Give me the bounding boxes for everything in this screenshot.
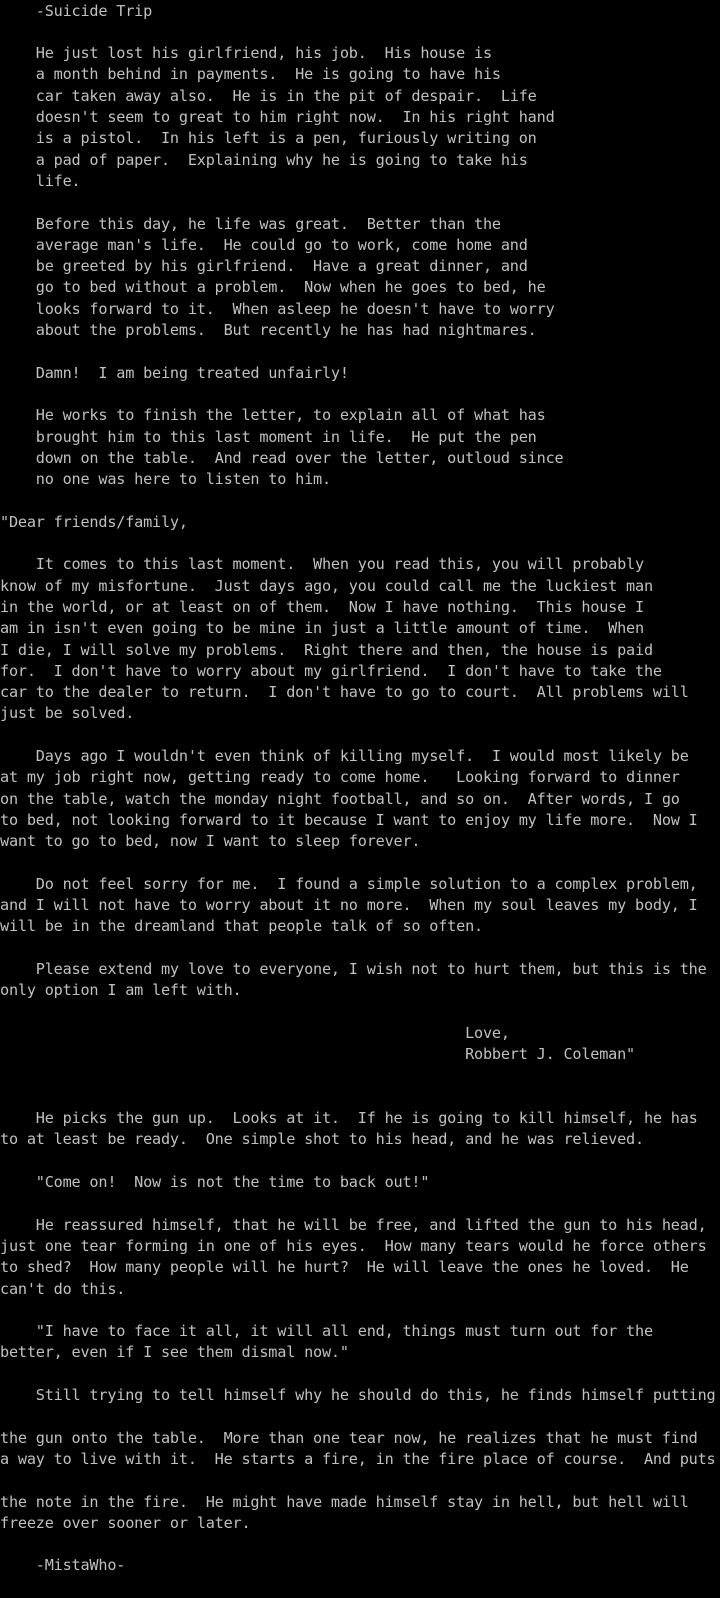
text-line: He just lost his girlfriend, his job. His house is bbox=[0, 44, 492, 63]
text-line: and I will not have to worry about it no more. When my soul leaves my body, I bbox=[0, 896, 698, 915]
text-line: I die, I will solve my problems. Right there and then, the house is paid bbox=[0, 640, 653, 659]
text-line: can't do this. bbox=[0, 1279, 126, 1298]
text-line: on the table, watch the monday night football, and so on. After words, I go bbox=[0, 789, 680, 808]
text-line: only option I am left with. bbox=[0, 981, 242, 1000]
text-line: doesn't seem to great to him right now. In his right hand bbox=[0, 108, 555, 126]
text-line: a month behind in payments. He is going to have his bbox=[0, 65, 501, 84]
text-line: the gun onto the table. More than one tear now, he realizes that he must find bbox=[0, 1428, 698, 1447]
text-line: It comes to this last moment. When you read this, you will probably bbox=[0, 555, 644, 574]
text-line: brought him to this last moment in life. He put the pen bbox=[0, 427, 537, 446]
text-line: -MistaWho- bbox=[0, 1556, 126, 1575]
text-line: Robbert J. Coleman" bbox=[0, 1045, 635, 1064]
text-line: -Suicide Trip bbox=[0, 1, 153, 20]
text-line: just one tear forming in one of his eyes. How many tears would he force others bbox=[0, 1236, 707, 1255]
text-line: am in isn't even going to be mine in just a little amount of time. When bbox=[0, 619, 644, 638]
text-line: at my job right now, getting ready to come home. Looking forward to dinner bbox=[0, 768, 680, 787]
text-line: no one was here to listen to him. bbox=[0, 470, 331, 489]
text-line: is a pistol. In his left is a pen, furiously writing on bbox=[0, 129, 537, 148]
text-line: in the world, or at least on of them. Now I have nothing. This house I bbox=[0, 597, 644, 616]
text-line: be greeted by his girlfriend. Have a great dinner, and bbox=[0, 257, 528, 276]
text-line: know of my misfortune. Just days ago, you could call me the luckiest man bbox=[0, 576, 653, 595]
text-line: about the problems. But recently he has had nightmares. bbox=[0, 321, 537, 339]
text-line: average man's life. He could go to work, come home and bbox=[0, 235, 528, 254]
text-line: Still trying to tell himself why he should do this, he finds himself putting bbox=[0, 1386, 716, 1404]
text-line: better, even if I see them dismal now." bbox=[0, 1343, 349, 1362]
text-line: Days ago I wouldn't even think of killing myself. I would most likely be bbox=[0, 747, 689, 765]
text-line: to at least be ready. One simple shot to his head, and he was relieved. bbox=[0, 1130, 644, 1149]
text-line: Do not feel sorry for me. I found a simple solution to a complex problem, bbox=[0, 874, 698, 893]
text-line: Damn! I am being treated unfairly! bbox=[0, 363, 349, 382]
text-line: want to go to bed, now I want to sleep forever. bbox=[0, 832, 421, 851]
text-line: for. I don't have to worry about my girlfriend. I don't have to take the bbox=[0, 661, 662, 680]
text-line: He reassured himself, that he will be free, and lifted the gun to his head, bbox=[0, 1215, 707, 1234]
text-line: freeze over sooner or later. bbox=[0, 1513, 251, 1532]
text-line: down on the table. And read over the letter, outloud since bbox=[0, 448, 564, 467]
text-line: car to the dealer to return. I don't have to go to court. All problems will bbox=[0, 683, 689, 702]
text-line: just be solved. bbox=[0, 704, 135, 723]
text-line: Please extend my love to everyone, I wish not to hurt them, but this is the bbox=[0, 960, 707, 978]
text-line: a pad of paper. Explaining why he is going to take his bbox=[0, 150, 528, 169]
text-line: life. bbox=[0, 171, 81, 190]
text-line: a way to live with it. He starts a fire, in the fire place of course. And puts bbox=[0, 1449, 716, 1468]
text-line: "Dear friends/family, bbox=[0, 512, 188, 531]
text-line: looks forward to it. When asleep he doesn't have to worry bbox=[0, 299, 555, 318]
text-line: to shed? How many people will he hurt? He will leave the ones he loved. He bbox=[0, 1258, 689, 1277]
text-line: car taken away also. He is in the pit of despair. Life bbox=[0, 86, 537, 105]
text-line: go to bed without a problem. Now when he goes to bed, he bbox=[0, 278, 546, 297]
text-line: He picks the gun up. Looks at it. If he is going to kill himself, he has bbox=[0, 1109, 698, 1128]
text-line: He works to finish the letter, to explain all of what has bbox=[0, 406, 546, 425]
text-line: will be in the dreamland that people talk of so often. bbox=[0, 917, 483, 936]
text-line: Before this day, he life was great. Better than the bbox=[0, 214, 501, 233]
text-line: to bed, not looking forward to it because I want to enjoy my life more. Now I bbox=[0, 810, 698, 829]
text-line: "Come on! Now is not the time to back out!" bbox=[0, 1173, 430, 1191]
text-line: the note in the fire. He might have made himself stay in hell, but hell will bbox=[0, 1492, 689, 1511]
text-line: "I have to face it all, it will all end, things must turn out for the bbox=[0, 1322, 653, 1341]
text-line: Love, bbox=[0, 1023, 510, 1042]
